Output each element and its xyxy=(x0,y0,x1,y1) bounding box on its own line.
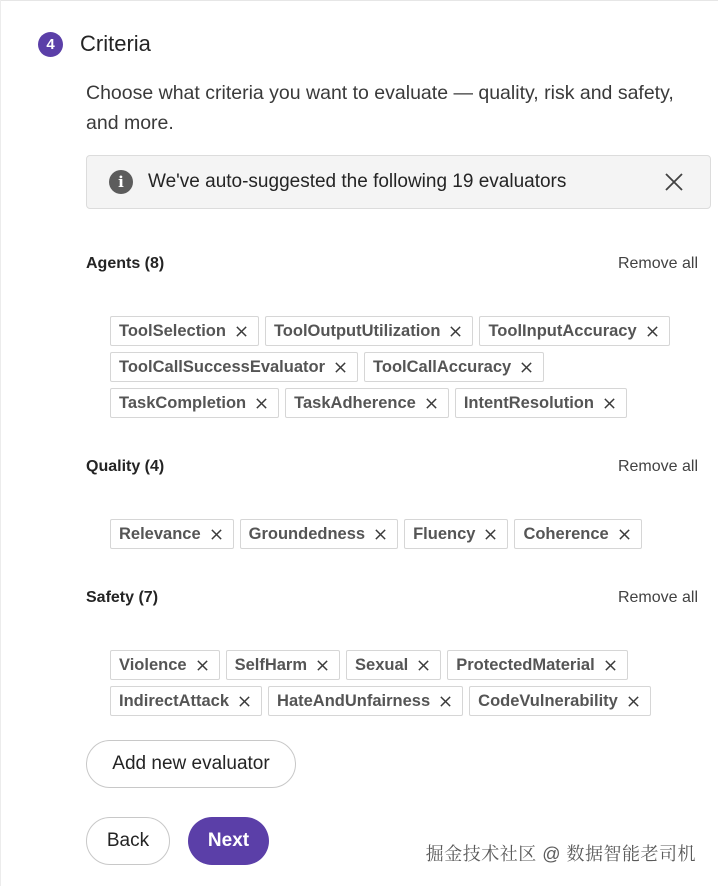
evaluator-tag xyxy=(265,316,473,346)
evaluator-tag-label: Fluency xyxy=(413,524,476,543)
evaluator-tag-label: SelfHarm xyxy=(234,655,308,674)
step-number-badge: 4 xyxy=(38,32,63,57)
evaluator-tag xyxy=(455,388,627,418)
evaluator-tag-label: CodeVulnerability xyxy=(478,691,618,710)
evaluator-tag xyxy=(404,519,508,549)
top-divider xyxy=(0,0,718,5)
evaluator-tag-label: TaskAdherence xyxy=(294,393,416,412)
remove-tag-icon[interactable] xyxy=(646,325,659,338)
remove-all-quality-link[interactable]: Remove all xyxy=(617,458,698,475)
section-title-quality: Quality (4) xyxy=(86,458,165,475)
evaluator-tag xyxy=(110,650,220,680)
evaluator-tag-label: ToolCallSuccessEvaluator xyxy=(119,357,326,376)
evaluator-tag xyxy=(346,650,441,680)
step-description: Choose what criteria you want to evaluate — quality, risk and safety, and more. xyxy=(86,82,674,134)
evaluator-tag-label: Relevance xyxy=(119,524,201,543)
evaluator-tag xyxy=(110,352,358,382)
section-title-agents: Agents (8) xyxy=(86,255,165,272)
evaluator-tag xyxy=(240,519,398,549)
evaluator-tag xyxy=(479,316,669,346)
remove-tag-icon[interactable] xyxy=(374,528,387,541)
info-icon: i xyxy=(109,170,133,194)
left-divider xyxy=(0,0,1,886)
watermark-text: 掘金技术社区 @ 数据智能老司机 xyxy=(425,844,696,864)
remove-tag-icon[interactable] xyxy=(417,659,430,672)
evaluator-tag xyxy=(447,650,627,680)
evaluator-tag xyxy=(268,686,463,716)
add-new-evaluator-button[interactable]: Add new evaluator xyxy=(86,740,296,788)
evaluator-tag xyxy=(110,519,234,549)
evaluator-tag xyxy=(110,686,262,716)
remove-tag-icon[interactable] xyxy=(604,659,617,672)
safety-tag-group xyxy=(110,650,680,716)
remove-tag-icon[interactable] xyxy=(235,325,248,338)
evaluator-tag xyxy=(514,519,641,549)
evaluator-tag xyxy=(364,352,544,382)
remove-tag-icon[interactable] xyxy=(439,695,452,708)
remove-tag-icon[interactable] xyxy=(449,325,462,338)
remove-tag-icon[interactable] xyxy=(334,361,347,374)
evaluator-tag-label: Groundedness xyxy=(248,524,366,543)
step-title: Criteria xyxy=(80,31,151,56)
remove-all-agents-link[interactable]: Remove all xyxy=(617,255,698,272)
back-button[interactable]: Back xyxy=(86,817,170,865)
evaluator-tag-label: Violence xyxy=(119,655,187,674)
info-message-text: We've auto-suggested the following 19 evaluators xyxy=(148,171,567,192)
evaluator-tag-label: IndirectAttack xyxy=(119,691,230,710)
section-title-safety: Safety (7) xyxy=(86,589,159,606)
remove-tag-icon[interactable] xyxy=(255,397,268,410)
close-icon[interactable] xyxy=(662,170,686,194)
evaluator-tag xyxy=(226,650,340,680)
evaluator-tag-label: ProtectedMaterial xyxy=(456,655,595,674)
evaluator-tag xyxy=(110,316,259,346)
info-message-bar xyxy=(86,155,711,209)
agents-tag-group xyxy=(110,316,710,418)
next-button[interactable]: Next xyxy=(188,817,269,865)
evaluator-tag-label: ToolCallAccuracy xyxy=(373,357,512,376)
remove-tag-icon[interactable] xyxy=(196,659,209,672)
remove-tag-icon[interactable] xyxy=(425,397,438,410)
remove-tag-icon[interactable] xyxy=(520,361,533,374)
evaluator-tag-label: HateAndUnfairness xyxy=(277,691,431,710)
remove-tag-icon[interactable] xyxy=(627,695,640,708)
evaluator-tag xyxy=(469,686,651,716)
evaluator-tag-label: TaskCompletion xyxy=(119,393,247,412)
remove-tag-icon[interactable] xyxy=(238,695,251,708)
evaluator-tag-label: Coherence xyxy=(523,524,609,543)
evaluator-tag-label: ToolOutputUtilization xyxy=(273,321,441,340)
evaluator-tag xyxy=(285,388,449,418)
evaluator-tag xyxy=(110,388,279,418)
remove-tag-icon[interactable] xyxy=(603,397,616,410)
evaluator-tag-label: IntentResolution xyxy=(463,393,594,412)
quality-tag-group xyxy=(110,519,710,549)
remove-tag-icon[interactable] xyxy=(484,528,497,541)
remove-tag-icon[interactable] xyxy=(316,659,329,672)
remove-tag-icon[interactable] xyxy=(210,528,223,541)
evaluator-tag-label: ToolInputAccuracy xyxy=(488,321,637,340)
evaluator-tag-label: Sexual xyxy=(355,655,409,674)
remove-all-safety-link[interactable]: Remove all xyxy=(617,589,698,606)
remove-tag-icon[interactable] xyxy=(618,528,631,541)
step-header xyxy=(38,31,151,57)
evaluator-tag-label: ToolSelection xyxy=(119,321,226,340)
